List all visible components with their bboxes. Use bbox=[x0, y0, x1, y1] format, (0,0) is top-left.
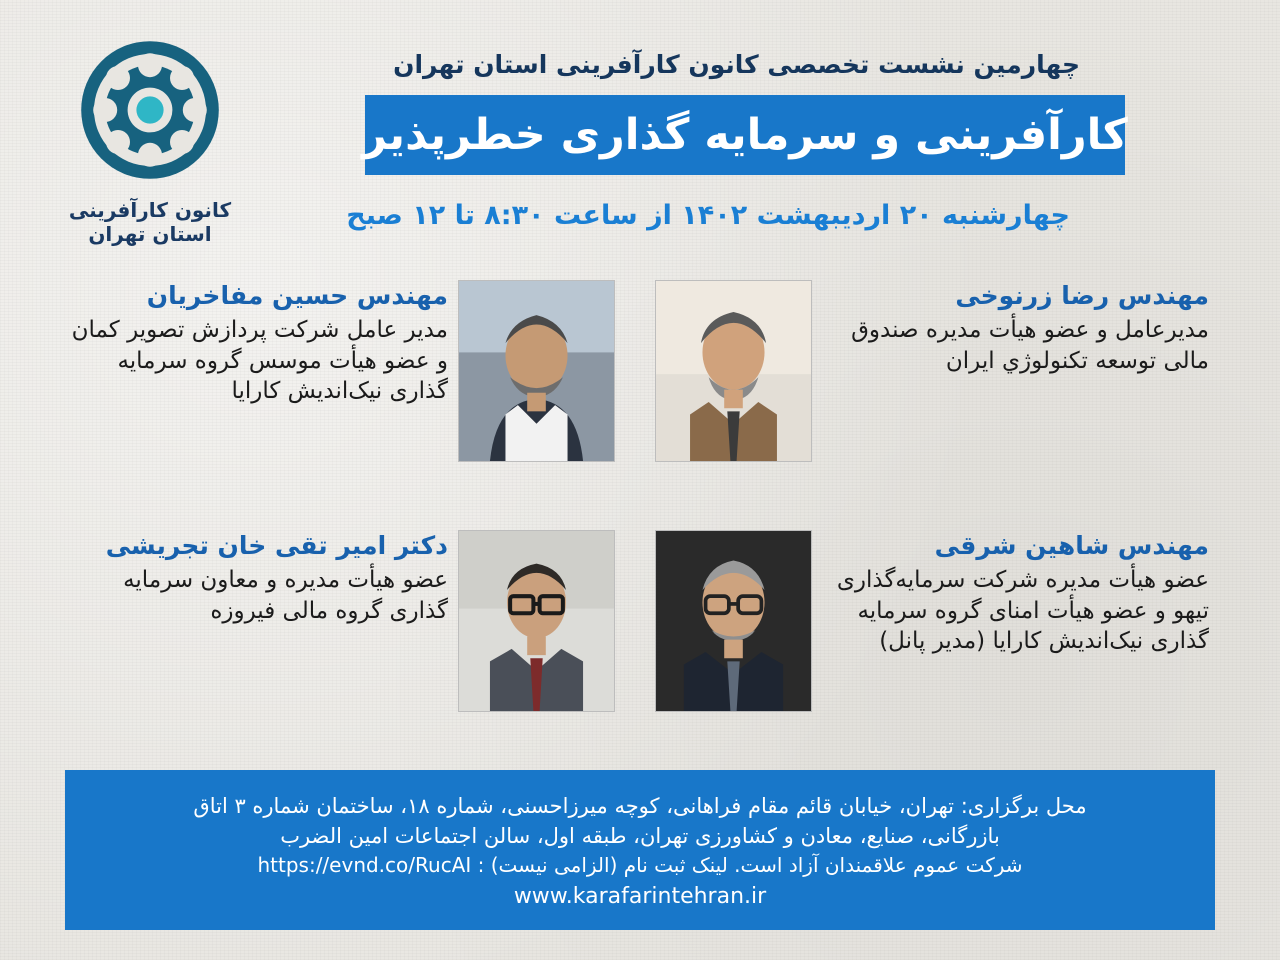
portrait-image bbox=[656, 531, 811, 711]
logo-caption: کانون کارآفرینی استان تهران bbox=[68, 198, 232, 246]
portrait-image bbox=[656, 281, 811, 461]
rosette-logo-icon bbox=[70, 30, 230, 190]
speaker-photo bbox=[458, 530, 615, 712]
speaker-photo bbox=[655, 280, 812, 462]
speaker-role: مدیرعامل و عضو هیأت مدیره صندوق مالی توسعه تکنولوژي ایران bbox=[851, 317, 1209, 374]
speaker-role: عضو هیأت مدیره و معاون سرمایه گذاری گروه مالی فیروزه bbox=[123, 567, 448, 624]
speaker-role: عضو هیأت مدیره شرکت سرمایه‌گذاری تیهو و عضو هیأت امنای گروه سرمایه گذاری نیک‌اندیش کارایا (مدیر پانل) bbox=[836, 567, 1209, 654]
event-title: کارآفرینی و سرمایه گذاری خطرپذیر bbox=[362, 110, 1128, 160]
organization-logo bbox=[45, 30, 255, 260]
speaker-info bbox=[45, 280, 458, 406]
speaker-role: مدیر عامل شرکت پردازش تصویر کمان و عضو هیأت موسس گروه سرمایه گذاری نیک‌اندیش کارایا bbox=[71, 317, 448, 404]
speaker-info bbox=[812, 280, 1225, 376]
event-date-time: چهارشنبه ۲۰ اردیبهشت ۱۴۰۲ از ساعت ۸:۳۰ تا ۱۲ صبح bbox=[346, 200, 1070, 231]
speaker-photo bbox=[655, 530, 812, 712]
speaker-name: دکتر امیر تقی خان تجریشی bbox=[105, 531, 448, 560]
speakers-grid bbox=[45, 280, 1225, 750]
event-subtitle: چهارمین نشست تخصصی کانون کارآفرینی استان تهران bbox=[393, 50, 1080, 79]
speaker-name: مهندس حسین مفاخریان bbox=[146, 281, 448, 310]
portrait-image bbox=[459, 531, 614, 711]
venue-line-2: بازرگانی، صنایع، معادن و کشاورزی تهران، طبقه اول، سالن اجتماعات امین الضرب bbox=[280, 824, 1000, 848]
speaker-name: مهندس شاهین شرقی bbox=[934, 531, 1209, 560]
portrait-image bbox=[459, 281, 614, 461]
speaker-card bbox=[45, 280, 615, 505]
speaker-info bbox=[812, 530, 1225, 656]
venue-line-1: محل برگزاری: تهران، خیابان قائم مقام فراهانی، کوچه میرزاحسنی، شماره ۱۸، ساختمان شماره ۳ اتاق bbox=[193, 793, 1087, 818]
title-banner bbox=[362, 95, 1128, 175]
speaker-name: مهندس رضا زرنوخی bbox=[955, 281, 1209, 310]
registration-line[interactable]: شرکت عموم علاقمندان آزاد است. لینک ثبت نام (الزامی نیست) : https://evnd.co/RucAI bbox=[257, 853, 1023, 878]
venue-footer bbox=[65, 770, 1215, 930]
speaker-info bbox=[45, 530, 458, 626]
speaker-card bbox=[655, 280, 1225, 505]
poster-header bbox=[0, 0, 1280, 268]
speaker-card bbox=[45, 530, 615, 755]
speaker-card bbox=[655, 530, 1225, 755]
speaker-photo bbox=[458, 280, 615, 462]
website-link[interactable]: www.karafarintehran.ir bbox=[513, 884, 767, 910]
